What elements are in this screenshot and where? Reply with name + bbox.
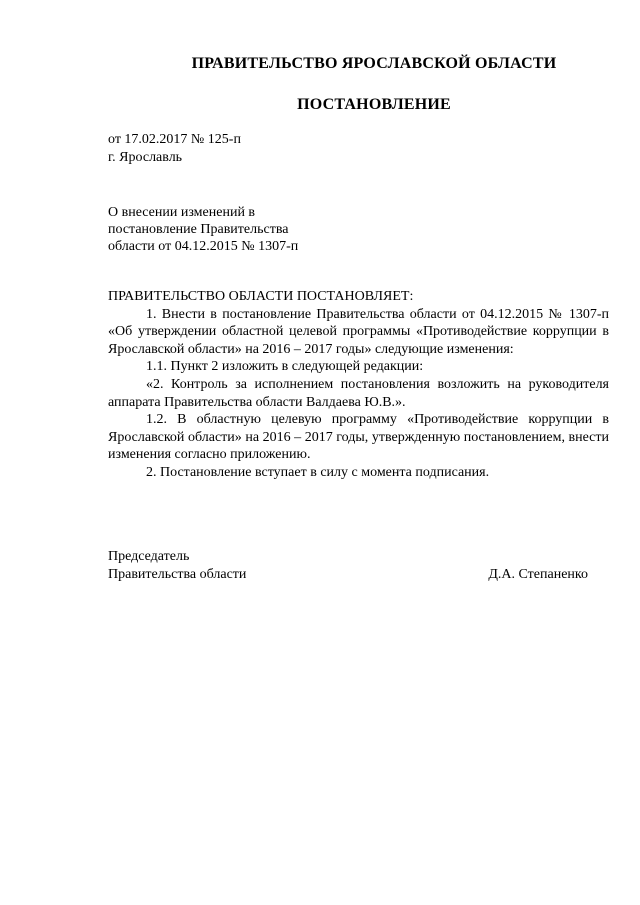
decree-intro: ПРАВИТЕЛЬСТВО ОБЛАСТИ ПОСТАНОВЛЯЕТ:	[108, 289, 414, 304]
subject-line-2: постановление Правительства	[108, 222, 289, 237]
paragraph-1: 1. Внести в постановление Правительства области от 04.12.2015 № 1307-п «Об утверждении областной целевой программы «Противодействие коррупции в Ярославской области» на 2016 – 2017 годы» следующие изменения:	[108, 306, 609, 357]
city: г. Ярославль	[108, 150, 183, 165]
signatory-position-line-2: Правительства области	[108, 566, 247, 582]
subject-line-1: О внесении изменений в	[108, 205, 256, 220]
signatory-name: Д.А. Степаненко	[488, 567, 588, 582]
signatory-position	[108, 548, 246, 583]
paragraph-1-1-quote: «2. Контроль за исполнением постановления возложить на руководителя аппарата Правительства области Валдаева Ю.В.».	[108, 376, 609, 410]
paragraph-1-2: 1.2. В областную целевую программу «Противодействие коррупции в Ярославской области» на 2016 – 2017 годы, утвержденную постановлением, внести изменения согласно приложению.	[108, 412, 609, 463]
paragraph-1-1: 1.1. Пункт 2 изложить в следующей редакции:	[146, 359, 424, 375]
document-type-title: ПОСТАНОВЛЕНИЕ	[297, 96, 451, 113]
signatory-position-line-1: Председатель	[108, 549, 190, 564]
subject-line-3: области от 04.12.2015 № 1307-п	[108, 239, 299, 254]
date-number: от 17.02.2017 № 125-п	[108, 132, 241, 147]
paragraph-2: 2. Постановление вступает в силу с момента подписания.	[146, 464, 490, 480]
decree-body	[108, 288, 609, 482]
government-title: ПРАВИТЕЛЬСТВО ЯРОСЛАВСКОЙ ОБЛАСТИ	[191, 55, 557, 72]
